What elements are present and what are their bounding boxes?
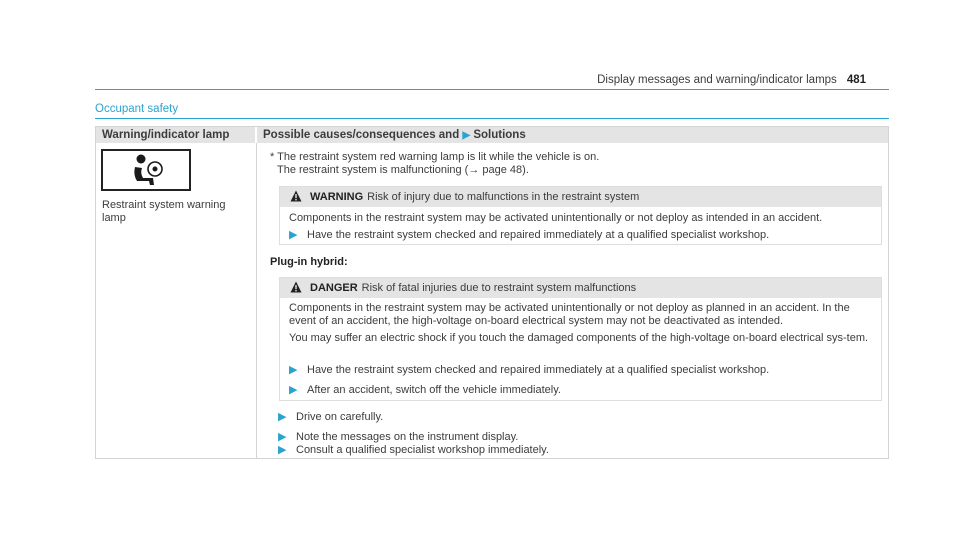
column-divider: [256, 143, 257, 458]
warning-lamp-table: [95, 126, 889, 459]
warning-step: [289, 229, 769, 242]
danger-label: DANGER: [310, 282, 358, 294]
cause-line-2: The restraint system is malfunctioning (→ page 48).: [277, 164, 529, 176]
danger-step-2: [289, 384, 561, 397]
step-arrow-icon: ▶: [278, 431, 287, 443]
step-arrow-icon: ▶: [289, 229, 298, 241]
step-arrow-icon: ▶: [289, 364, 298, 376]
warning-header: [280, 187, 881, 207]
solution-step-2-text: Note the messages on the instrument display.: [296, 431, 519, 443]
solution-step-1: [278, 411, 383, 424]
column-header-solutions-label: Solutions: [473, 129, 526, 141]
step-arrow-icon: ▶: [278, 411, 287, 423]
step-arrow-icon: ▶: [289, 384, 298, 396]
lamp-label: Restraint system warning lamp: [102, 199, 226, 224]
header-divider: [95, 89, 889, 90]
warning-title: Risk of injury due to malfunctions in the restraint system: [367, 191, 640, 203]
danger-header: [280, 278, 881, 298]
section-divider: [95, 118, 889, 119]
column-header-solutions: [257, 127, 888, 143]
danger-step-2-text: After an accident, switch off the vehicle immediately.: [307, 384, 561, 396]
solution-step-1-text: Drive on carefully.: [296, 411, 384, 423]
warning-label: WARNING: [310, 191, 364, 203]
restraint-system-icon: [101, 149, 191, 191]
danger-box: [279, 277, 882, 401]
page-number: 481: [846, 74, 866, 86]
danger-step-1-text: Have the restraint system checked and repaired immediately at a qualified specialist workshop.: [307, 364, 770, 376]
danger-text-2: You may suffer an electric shock if you touch the damaged components of the high-voltage on-board electrical sys-tem.: [289, 332, 869, 344]
step-arrow-icon: ▶: [278, 444, 287, 456]
solution-step-2: [278, 431, 518, 444]
danger-title: Risk of fatal injuries due to restraint system malfunctions: [361, 282, 637, 294]
solution-step-3-text: Consult a qualified specialist workshop immediately.: [296, 444, 549, 456]
danger-step-1: [289, 364, 769, 377]
danger-text-1: Components in the restraint system may be activated unintentionally or not deploy as planned in an accident. In the event of an accident, the high-voltage on-board electrical system may not be deactivated as intended.: [289, 302, 850, 327]
cause-line-1: * The restraint system red warning lamp is lit while the vehicle is on.: [270, 151, 600, 163]
column-header-causes: Possible causes/consequences and: [263, 129, 460, 141]
section-title: Occupant safety: [95, 103, 179, 115]
solution-step-3: [278, 444, 549, 457]
warning-triangle-icon: [290, 190, 302, 202]
column-header-lamp: Warning/indicator lamp: [96, 127, 255, 143]
arrow-right-icon: ▶: [462, 130, 471, 141]
warning-triangle-icon: [290, 281, 302, 293]
plugin-hybrid-heading: Plug-in hybrid:: [270, 256, 348, 268]
page-header: [597, 74, 866, 86]
header-title: Display messages and warning/indicator lamps: [597, 74, 837, 86]
warning-text: Components in the restraint system may be activated unintentionally or not deploy as intended in an accident.: [289, 212, 823, 224]
warning-step-text: Have the restraint system checked and repaired immediately at a qualified specialist workshop.: [307, 229, 770, 241]
warning-box: [279, 186, 882, 245]
